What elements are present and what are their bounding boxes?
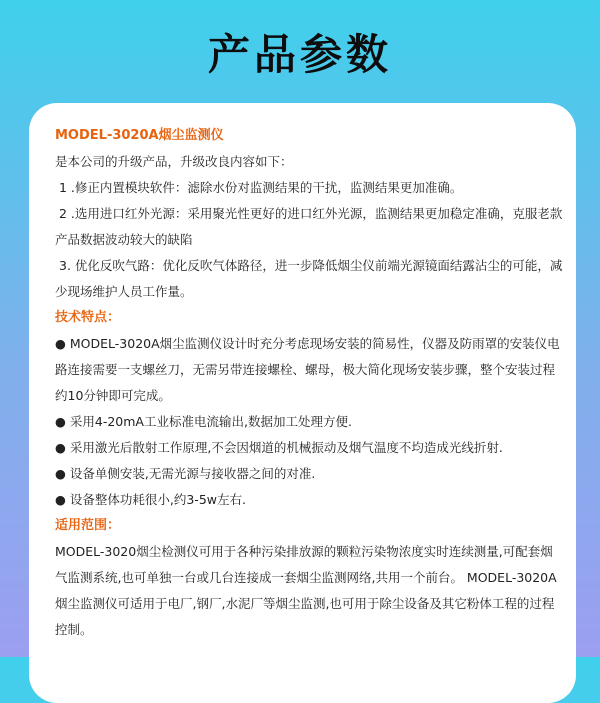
scope-line: 控制。 [55, 622, 93, 637]
scope-line: 烟尘监测仪可适用于电厂,钢厂,水泥厂等烟尘监测,也可用于除尘设备及其它粉体工程的过程 [55, 596, 555, 611]
scope-heading: 适用范围： [55, 518, 121, 533]
feature-line: 路连接需要一支螺丝刀，无需另带连接螺栓、螺母，极大简化现场安装步骤，整个安装过程 [55, 362, 556, 377]
page-title: 产品参数 [207, 30, 392, 79]
feature-line: ● 采用4-20mA工业标准电流输出,数据加工处理方便. [55, 414, 352, 429]
upgrade-line: 产品数据波动较大的缺陷 [55, 232, 193, 247]
scope-line: 气监测系统,也可单独一台或几台连接成一套烟尘监测网络,共用一个前台。 MODEL-3020A [55, 570, 557, 585]
feature-line: ● 设备整体功耗很小,约3-5w左右. [55, 492, 246, 507]
scope-line: MODEL-3020烟尘检测仪可用于各种污染排放源的颗粒污染物浓度实时连续测量,可配套烟 [55, 544, 553, 559]
upgrade-line: 少现场维护人员工作量。 [55, 284, 193, 299]
feature-line: ● MODEL-3020A烟尘监测仪设计时充分考虑现场安装的简易性，仪器及防雨罩的安装仪电 [55, 336, 560, 351]
content-card [29, 103, 576, 703]
feature-line: ● 设备单侧安装,无需光源与接收器之间的对准. [55, 466, 316, 481]
feature-line: ● 采用激光后散射工作原理,不会因烟道的机械振动及烟气温度不均造成光线折射. [55, 440, 503, 455]
features-heading: 技术特点： [55, 310, 121, 325]
upgrade-line: 2 .选用进口红外光源：采用聚光性更好的进口红外光源，监测结果更加稳定准确，克服老款 [59, 206, 563, 221]
product-heading: MODEL-3020A烟尘监测仪 [55, 128, 224, 143]
intro-text: 是本公司的升级产品，升级改良内容如下： [55, 154, 293, 169]
feature-line: 约10分钟即可完成。 [55, 388, 171, 403]
upgrade-line: 1 .修正内置模块软件：滤除水份对监测结果的干扰，监测结果更加准确。 [59, 180, 463, 195]
upgrade-line: 3. 优化反吹气路：优化反吹气体路径，进一步降低烟尘仪前端光源镜面结露沾尘的可能，减 [59, 258, 563, 273]
